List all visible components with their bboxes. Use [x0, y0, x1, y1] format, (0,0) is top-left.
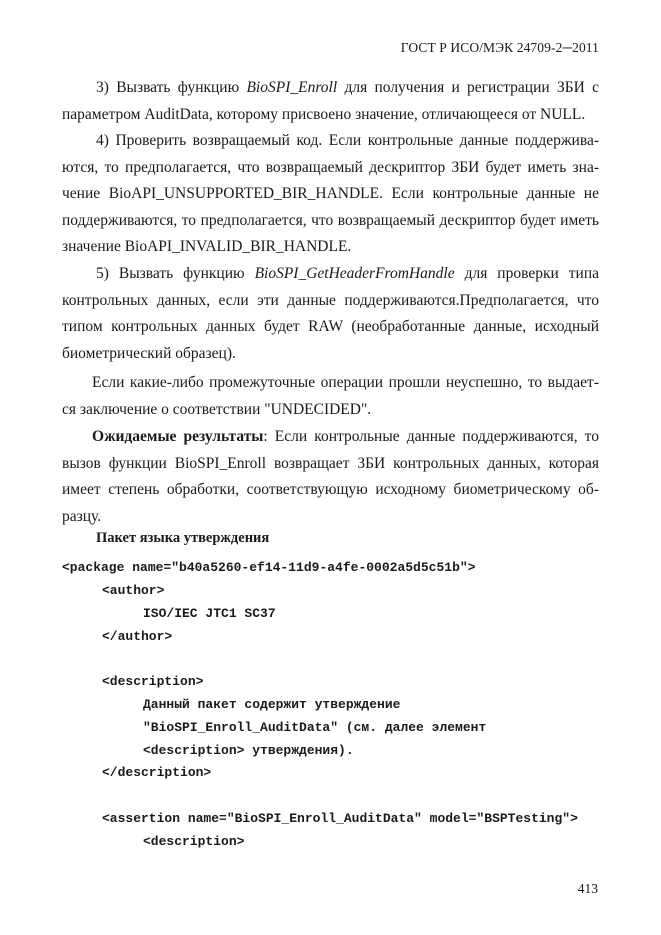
code-description-close: </description>	[102, 765, 212, 780]
running-header: ГОСТ Р ИСО/МЭК 24709-2─2011	[400, 40, 599, 55]
function-name-get-header: BioSPI_GetHeaderFromHandle	[254, 265, 455, 282]
paragraph-step-5	[62, 261, 599, 367]
paragraph-step-3	[62, 75, 599, 128]
function-name-enroll: BioSPI_Enroll	[246, 79, 338, 96]
code-description-line-3: <description> утверждения).	[143, 743, 354, 758]
code-author-close: </author>	[102, 629, 173, 644]
step-3-text-end: для получения и регистрации ЗБИ с параметром AuditData, которому присвоено значение, отличающееся от NULL.	[62, 79, 599, 123]
code-assertion-description-open: <description>	[143, 834, 245, 849]
code-description-open: <description>	[102, 674, 204, 689]
code-description-line-1: Данный пакет содержит утверждение	[143, 697, 401, 712]
step-3-text-start: 3) Вызвать функцию	[96, 79, 247, 96]
expected-results-label: Ожидаемые результаты	[92, 428, 264, 445]
page-number: 413	[577, 881, 598, 896]
step-5-text-start: 5) Вызвать функцию	[96, 265, 255, 282]
code-package-open: <package name="b40a5260-ef14-11d9-a4fe-0002a5d5c51b">	[62, 560, 476, 575]
code-description-line-2: "BioSPI_Enroll_AuditData" (см. далее элемент	[143, 720, 487, 735]
paragraph-failure-verdict: Если какие-либо промежуточные операции прошли неуспешно, то выдает-ся заключение о соответствии "UNDECIDED".	[62, 374, 599, 418]
code-author-open: <author>	[102, 583, 165, 598]
step-5-text-end: для проверки типа контрольных данных, если эти данные поддерживаются.Предполагается, что типом контрольных данных будет RAW (необработанные данные, исходный биометрический образец).	[62, 265, 599, 362]
code-assertion-open: <assertion name="BioSPI_Enroll_AuditData" model="BSPTesting">	[102, 811, 578, 826]
code-author-value: ISO/IEC JTC1 SC37	[143, 606, 276, 621]
paragraph-step-4: 4) Проверить возвращаемый код. Если контрольные данные поддержива-ются, то предполагается, что возвращаемый дескриптор ЗБИ будет иметь зна-чение BioAPI_UNSUPPORTED_BIR_HANDLE. Если контрольные данные не поддерживаются, то предполагается, что возвращаемый дескриптор будет иметь значение BioAPI_INVALID_BIR_HANDLE.	[62, 132, 599, 255]
paragraph-expected-results	[62, 424, 599, 530]
expected-results-text: : Если контрольные данные поддерживаются, то вызов функции BioSPI_Enroll возвращает ЗБИ контрольных данных, которая имеет степень обработки, соответствующую исходному биометрическому об-разцу.	[62, 428, 599, 525]
section-heading: Пакет языка утверждения	[96, 530, 270, 546]
